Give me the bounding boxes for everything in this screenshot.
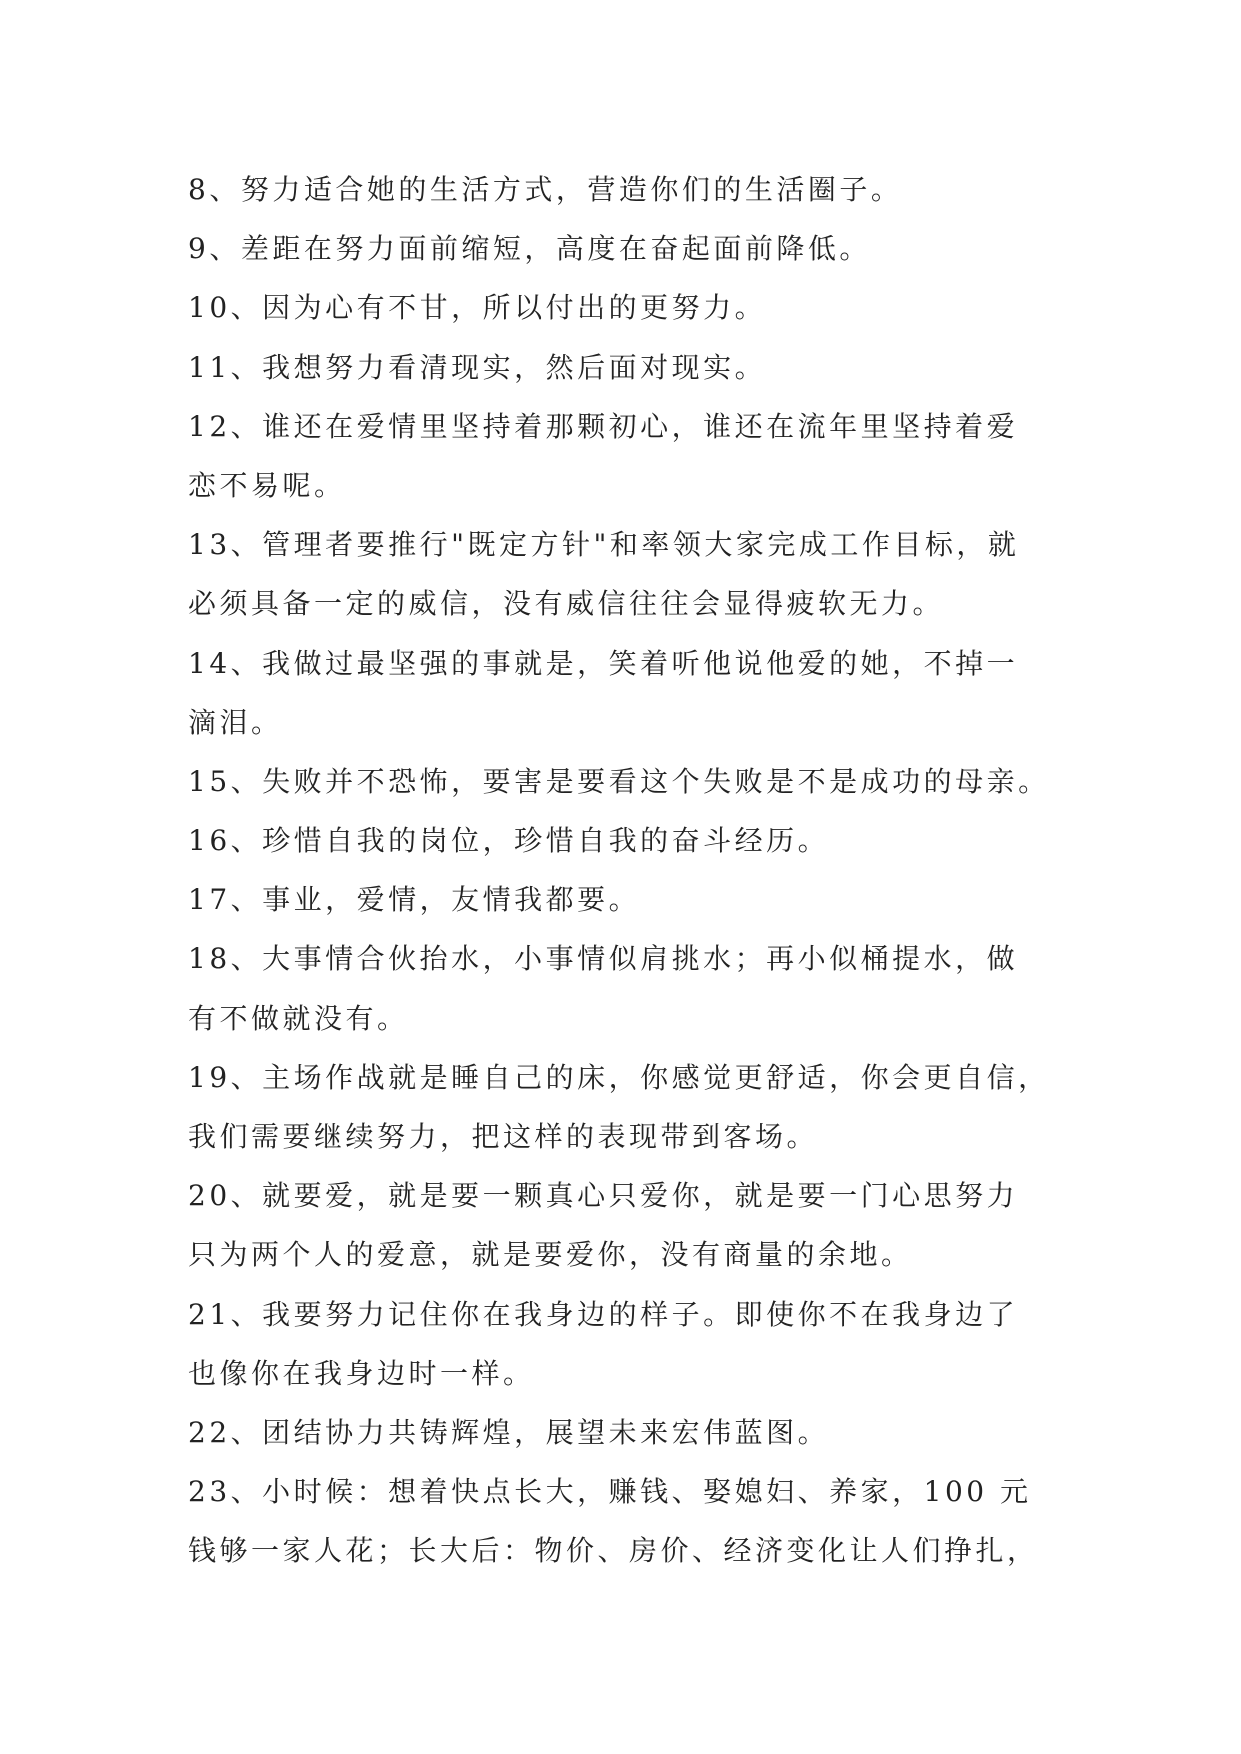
text-line: 18、大事情合伙抬水，小事情似肩挑水；再小似桶提水，做 [188, 942, 1019, 976]
text-line: 有不做就没有。 [188, 1001, 409, 1035]
text-line: 钱够一家人花；长大后：物价、房价、经济变化让人们挣扎， [188, 1534, 1039, 1568]
text-line: 8、努力适合她的生活方式，营造你们的生活圈子。 [188, 173, 903, 206]
text-line: 必须具备一定的威信，没有威信往往会显得疲软无力。 [188, 587, 945, 621]
text-line: 16、珍惜自我的岗位，珍惜自我的奋斗经历。 [188, 824, 830, 858]
text-line: 滴泪。 [188, 705, 283, 739]
text-line: 21、我要努力记住你在我身边的样子。即使你不在我身边了 [188, 1297, 1019, 1331]
text-line: 23、小时候：想着快点长大，赚钱、娶媳妇、养家，100 元 [188, 1475, 1032, 1509]
text-line: 15、失败并不恐怖，要害是要看这个失败是不是成功的母亲。 [188, 764, 1050, 798]
text-line: 9、差距在努力面前缩短，高度在奋起面前降低。 [188, 232, 871, 266]
text-line: 20、就要爱，就是要一颗真心只爱你，就是要一门心思努力 [188, 1179, 1019, 1213]
document-body [188, 160, 1068, 1581]
text-line: 也像你在我身边时一样。 [188, 1356, 535, 1390]
text-line: 17、事业，爱情，友情我都要。 [188, 883, 641, 917]
text-line: 19、主场作战就是睡自己的床，你感觉更舒适，你会更自信， [188, 1060, 1050, 1094]
text-line: 14、我做过最坚强的事就是，笑着听他说他爱的她，不掉一 [188, 646, 1019, 680]
text-line: 恋不易呢。 [188, 468, 346, 502]
text-line: 我们需要继续努力，把这样的表现带到客场。 [188, 1120, 819, 1153]
text-line: 22、团结协力共铸辉煌，展望未来宏伟蓝图。 [188, 1415, 830, 1449]
text-line: 只为两个人的爱意，就是要爱你，没有商量的余地。 [188, 1238, 913, 1272]
text-line: 12、谁还在爱情里坚持着那颗初心，谁还在流年里坚持着爱 [188, 409, 1019, 443]
text-line: 10、因为心有不甘，所以付出的更努力。 [188, 291, 767, 325]
text-line: 13、管理者要推行"既定方针"和率领大家完成工作目标，就 [188, 528, 1020, 562]
text-line: 11、我想努力看清现实，然后面对现实。 [188, 350, 767, 384]
